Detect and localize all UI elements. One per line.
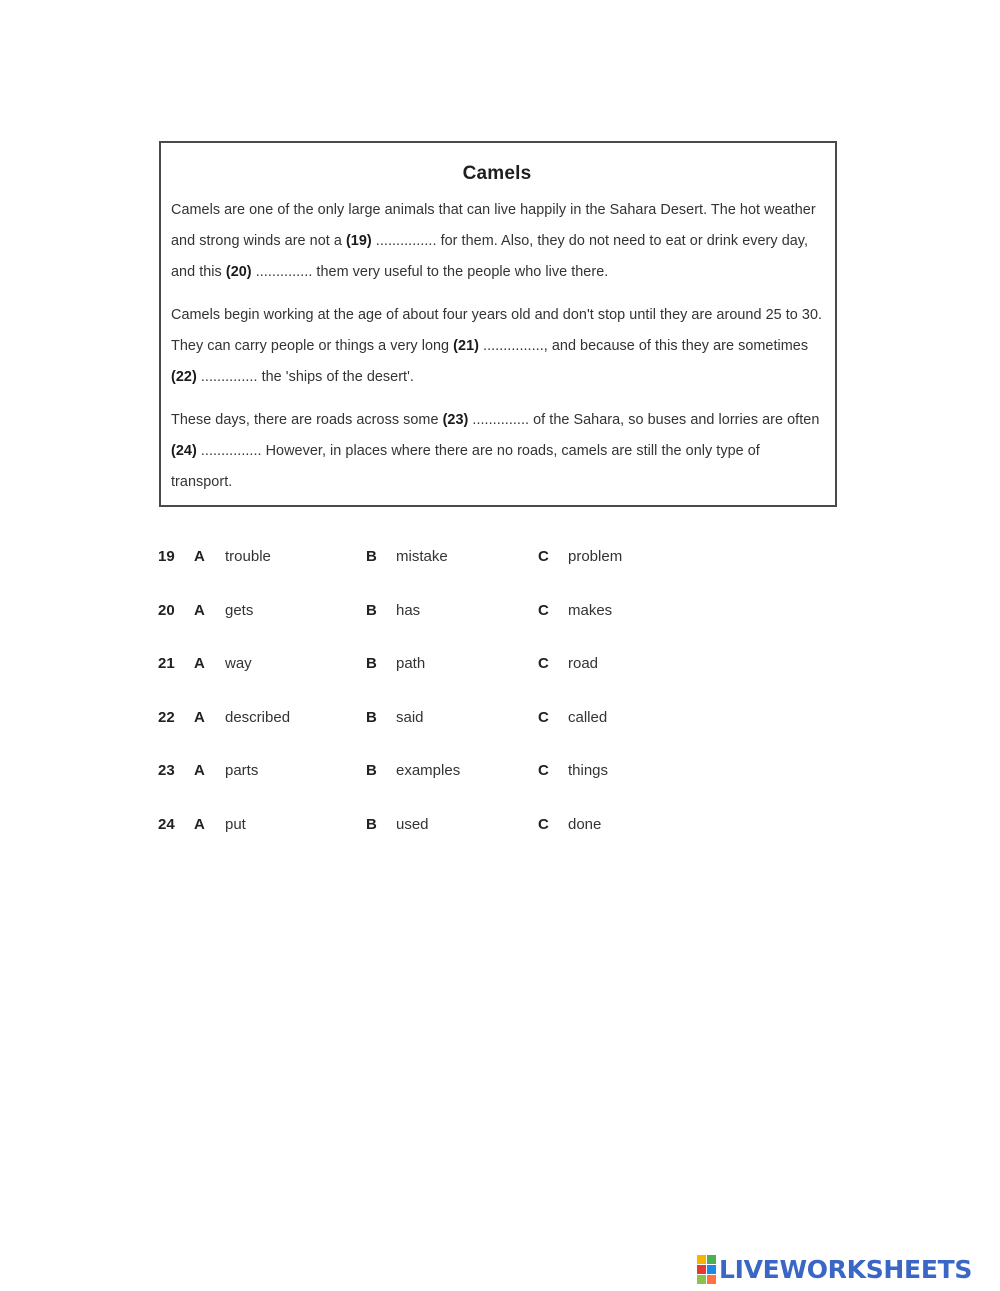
option-b-letter: B: [366, 548, 377, 565]
option-a-letter: A: [194, 815, 205, 833]
option-c-letter: C: [538, 762, 549, 779]
option-a-word[interactable]: way: [225, 655, 252, 672]
option-a-word[interactable]: put: [225, 815, 246, 833]
logo-square: [697, 1255, 706, 1264]
option-a-letter: A: [194, 708, 205, 726]
gap-19-label: (19): [345, 233, 372, 249]
logo-square: [697, 1265, 706, 1274]
paragraph-1: [171, 195, 823, 288]
option-b-word[interactable]: has: [396, 601, 421, 619]
paragraph-3-text-2: .............. of the Sahara, so buses and lorries are often: [468, 412, 820, 428]
logo-square: [707, 1255, 716, 1264]
option-c-letter: C: [538, 815, 549, 833]
gap-21-label: (21): [453, 338, 479, 354]
option-a-letter: A: [194, 601, 205, 619]
option-c-letter: C: [538, 708, 549, 726]
option-a-word[interactable]: parts: [225, 762, 259, 779]
option-c-word[interactable]: problem: [568, 548, 623, 565]
option-a-word[interactable]: gets: [225, 601, 254, 619]
question-row-24: [158, 808, 718, 862]
option-c-word[interactable]: road: [568, 655, 599, 672]
answer-options: [158, 540, 718, 861]
question-number: 19: [158, 548, 175, 565]
logo-square: [707, 1265, 716, 1274]
option-b-word[interactable]: said: [396, 708, 424, 726]
question-number: 20: [158, 601, 175, 619]
question-number: 24: [158, 815, 175, 833]
question-number: 23: [158, 762, 175, 779]
liveworksheets-brand[interactable]: [697, 1254, 972, 1284]
option-a-word[interactable]: trouble: [225, 548, 271, 565]
gap-24-label: (24): [171, 443, 197, 459]
option-a-letter: A: [194, 762, 205, 779]
option-c-letter: C: [538, 548, 549, 565]
logo-square: [697, 1275, 706, 1284]
paragraph-3-text-1: These days, there are roads across some: [171, 412, 443, 428]
paragraph-1-text-2: ............... for them. Also, they do not need to eat or drink every day, and this: [171, 233, 809, 280]
option-b-word[interactable]: used: [396, 815, 429, 833]
option-b-word[interactable]: mistake: [396, 548, 448, 565]
liveworksheets-logo-icon: [697, 1255, 716, 1284]
option-c-letter: C: [538, 601, 549, 619]
option-c-word[interactable]: makes: [568, 601, 613, 619]
gap-22-label: (22): [171, 369, 197, 385]
question-row-23: [158, 754, 718, 808]
question-row-19: [158, 540, 718, 594]
paragraph-3-text-3: ............... However, in places where there are no roads, camels are still the only type of transport.: [171, 443, 760, 490]
paragraph-2-text-3: .............. the 'ships of the desert'.: [196, 369, 414, 385]
question-row-20: [158, 594, 718, 648]
option-c-letter: C: [538, 655, 549, 672]
paragraph-3: [171, 405, 823, 498]
paragraph-1-text-1: Camels are one of the only large animals that can live happily in the Sahara Desert. The hot weather and strong winds are not a: [171, 202, 816, 249]
option-b-letter: B: [366, 815, 377, 833]
paragraph-2: [171, 300, 823, 393]
option-b-letter: B: [366, 762, 377, 779]
option-a-word[interactable]: described: [225, 708, 291, 726]
option-b-word[interactable]: examples: [396, 762, 461, 779]
option-a-letter: A: [194, 655, 205, 672]
option-b-letter: B: [366, 601, 377, 619]
option-c-word[interactable]: things: [568, 762, 609, 779]
logo-square: [707, 1275, 716, 1284]
paragraph-2-text-2: ..............., and because of this they are sometimes: [478, 338, 809, 354]
option-a-letter: A: [194, 548, 205, 565]
option-c-word[interactable]: called: [568, 708, 608, 726]
paragraph-1-text-3: .............. them very useful to the people who live there.: [251, 264, 609, 280]
paragraph-2-text-1: Camels begin working at the age of about four years old and don't stop until they are around 25 to 30. They can carry people or things a very long: [171, 307, 823, 354]
passage-title: Camels: [462, 163, 532, 184]
question-row-21: [158, 647, 718, 701]
question-row-22: [158, 701, 718, 755]
option-b-word[interactable]: path: [396, 655, 426, 672]
question-number: 21: [158, 655, 175, 672]
brand-text: LIVEWORKSHEETS: [719, 1254, 973, 1284]
option-c-word[interactable]: done: [568, 815, 602, 833]
option-b-letter: B: [366, 708, 377, 726]
question-number: 22: [158, 708, 175, 726]
gap-20-label: (20): [225, 264, 252, 280]
passage-box: [159, 141, 837, 507]
option-b-letter: B: [366, 655, 377, 672]
gap-23-label: (23): [442, 412, 469, 428]
